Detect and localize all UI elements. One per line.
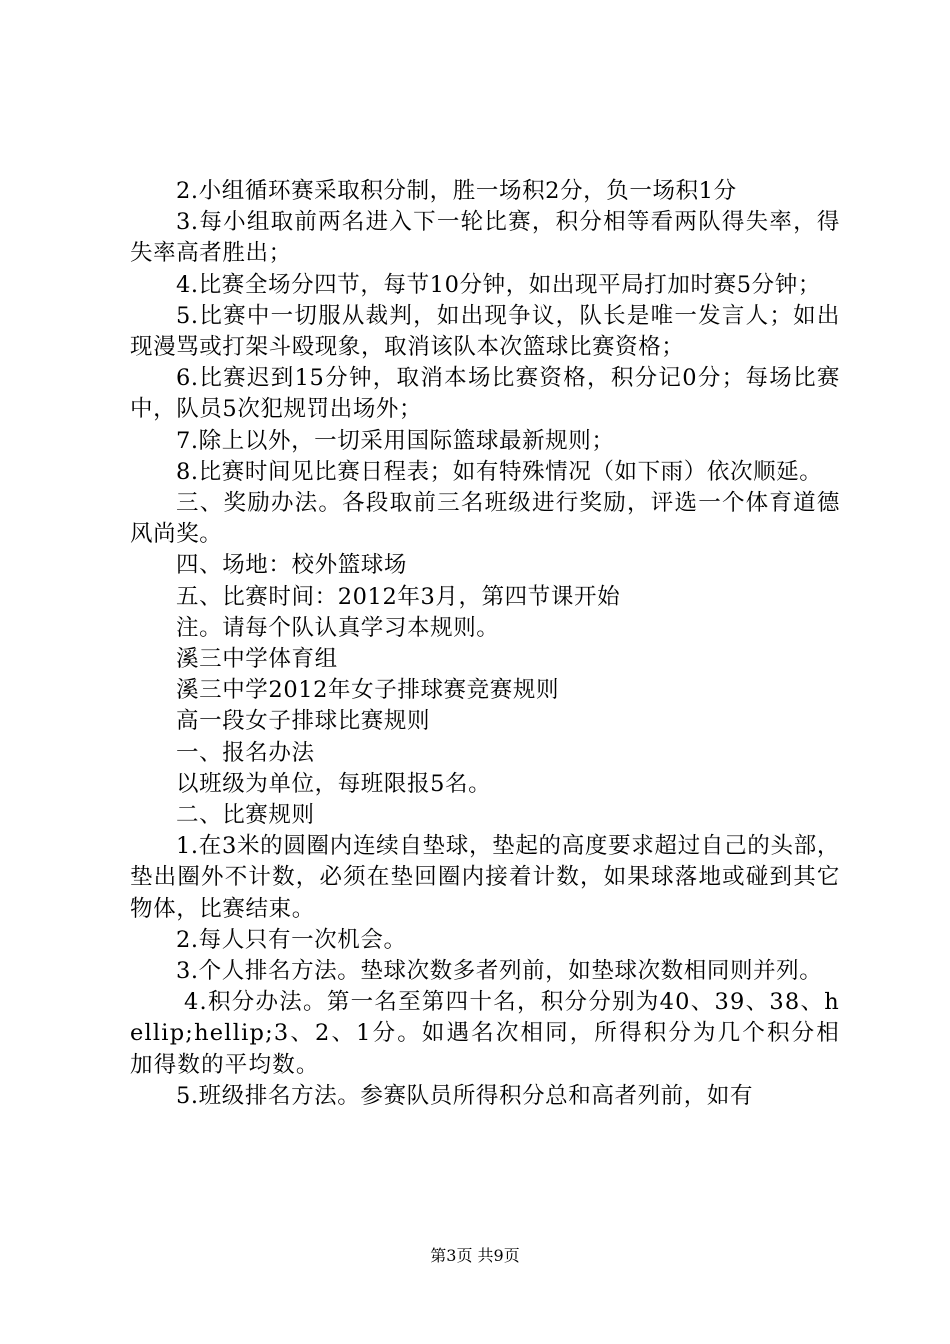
issuer-line: 溪三中学体育组	[176, 646, 338, 673]
note-line: 注。请每个队认真学习本规则。	[176, 614, 500, 641]
document-subtitle: 高一段女子排球比赛规则	[176, 708, 431, 735]
rule-paragraph: 2.每人只有一次机会。	[176, 926, 407, 953]
rule-paragraph: 1.在3米的圆圈内连续自垫球，垫起的高度要求超过自己的头部，垫出圈外不计数，必须在垫回圈内接着计数，如果球落地或碰到其它物体，比赛结束。	[130, 833, 840, 922]
rule-paragraph: 4.积分办法。第一名至第四十名，积分分别为40、39、38、hellip;hellip;3、2、1分。如遇名次相同，所得积分为几个积分相加得数的平均数。	[130, 989, 840, 1078]
document-body	[130, 176, 840, 1112]
section-heading-time: 五、比赛时间：2012年3月，第四节课开始	[176, 583, 621, 610]
section-heading-registration: 一、报名办法	[176, 739, 315, 766]
rule-paragraph: 8.比赛时间见比赛日程表；如有特殊情况（如下雨）依次顺延。	[176, 458, 823, 485]
rule-paragraph: 5.班级排名方法。参赛队员所得积分总和高者列前，如有	[176, 1082, 754, 1109]
rule-paragraph: 2.小组循环赛采取积分制，胜一场积2分，负一场积1分	[176, 178, 737, 204]
section-heading-venue: 四、场地：校外篮球场	[176, 552, 408, 579]
section-heading-rules: 二、比赛规则	[176, 802, 315, 829]
section-heading-awards: 三、奖励办法。各段取前三名班级进行奖励，评选一个体育道德风尚奖。	[130, 490, 840, 548]
rule-paragraph: 6.比赛迟到15分钟，取消本场比赛资格，积分记0分；每场比赛中，队员5次犯规罚出场外；	[130, 365, 840, 423]
rule-paragraph: 5.比赛中一切服从裁判，如出现争议，队长是唯一发言人；如出现漫骂或打架斗殴现象，取消该队本次篮球比赛资格；	[130, 302, 840, 361]
rule-paragraph: 7.除上以外，一切采用国际篮球最新规则；	[176, 427, 615, 454]
rule-paragraph: 3.每小组取前两名进入下一轮比赛，积分相等看两队得失率，得失率高者胜出；	[130, 209, 840, 267]
rule-paragraph: 4.比赛全场分四节，每节10分钟，如出现平局打加时赛5分钟；	[176, 271, 821, 298]
document-title: 溪三中学2012年女子排球赛竞赛规则	[176, 677, 560, 704]
registration-text: 以班级为单位，每班限报5名。	[176, 770, 492, 797]
rule-paragraph: 3.个人排名方法。垫球次数多者列前，如垫球次数相同则并列。	[176, 958, 823, 985]
page-number-footer: 第3页 共9页	[430, 1246, 520, 1265]
